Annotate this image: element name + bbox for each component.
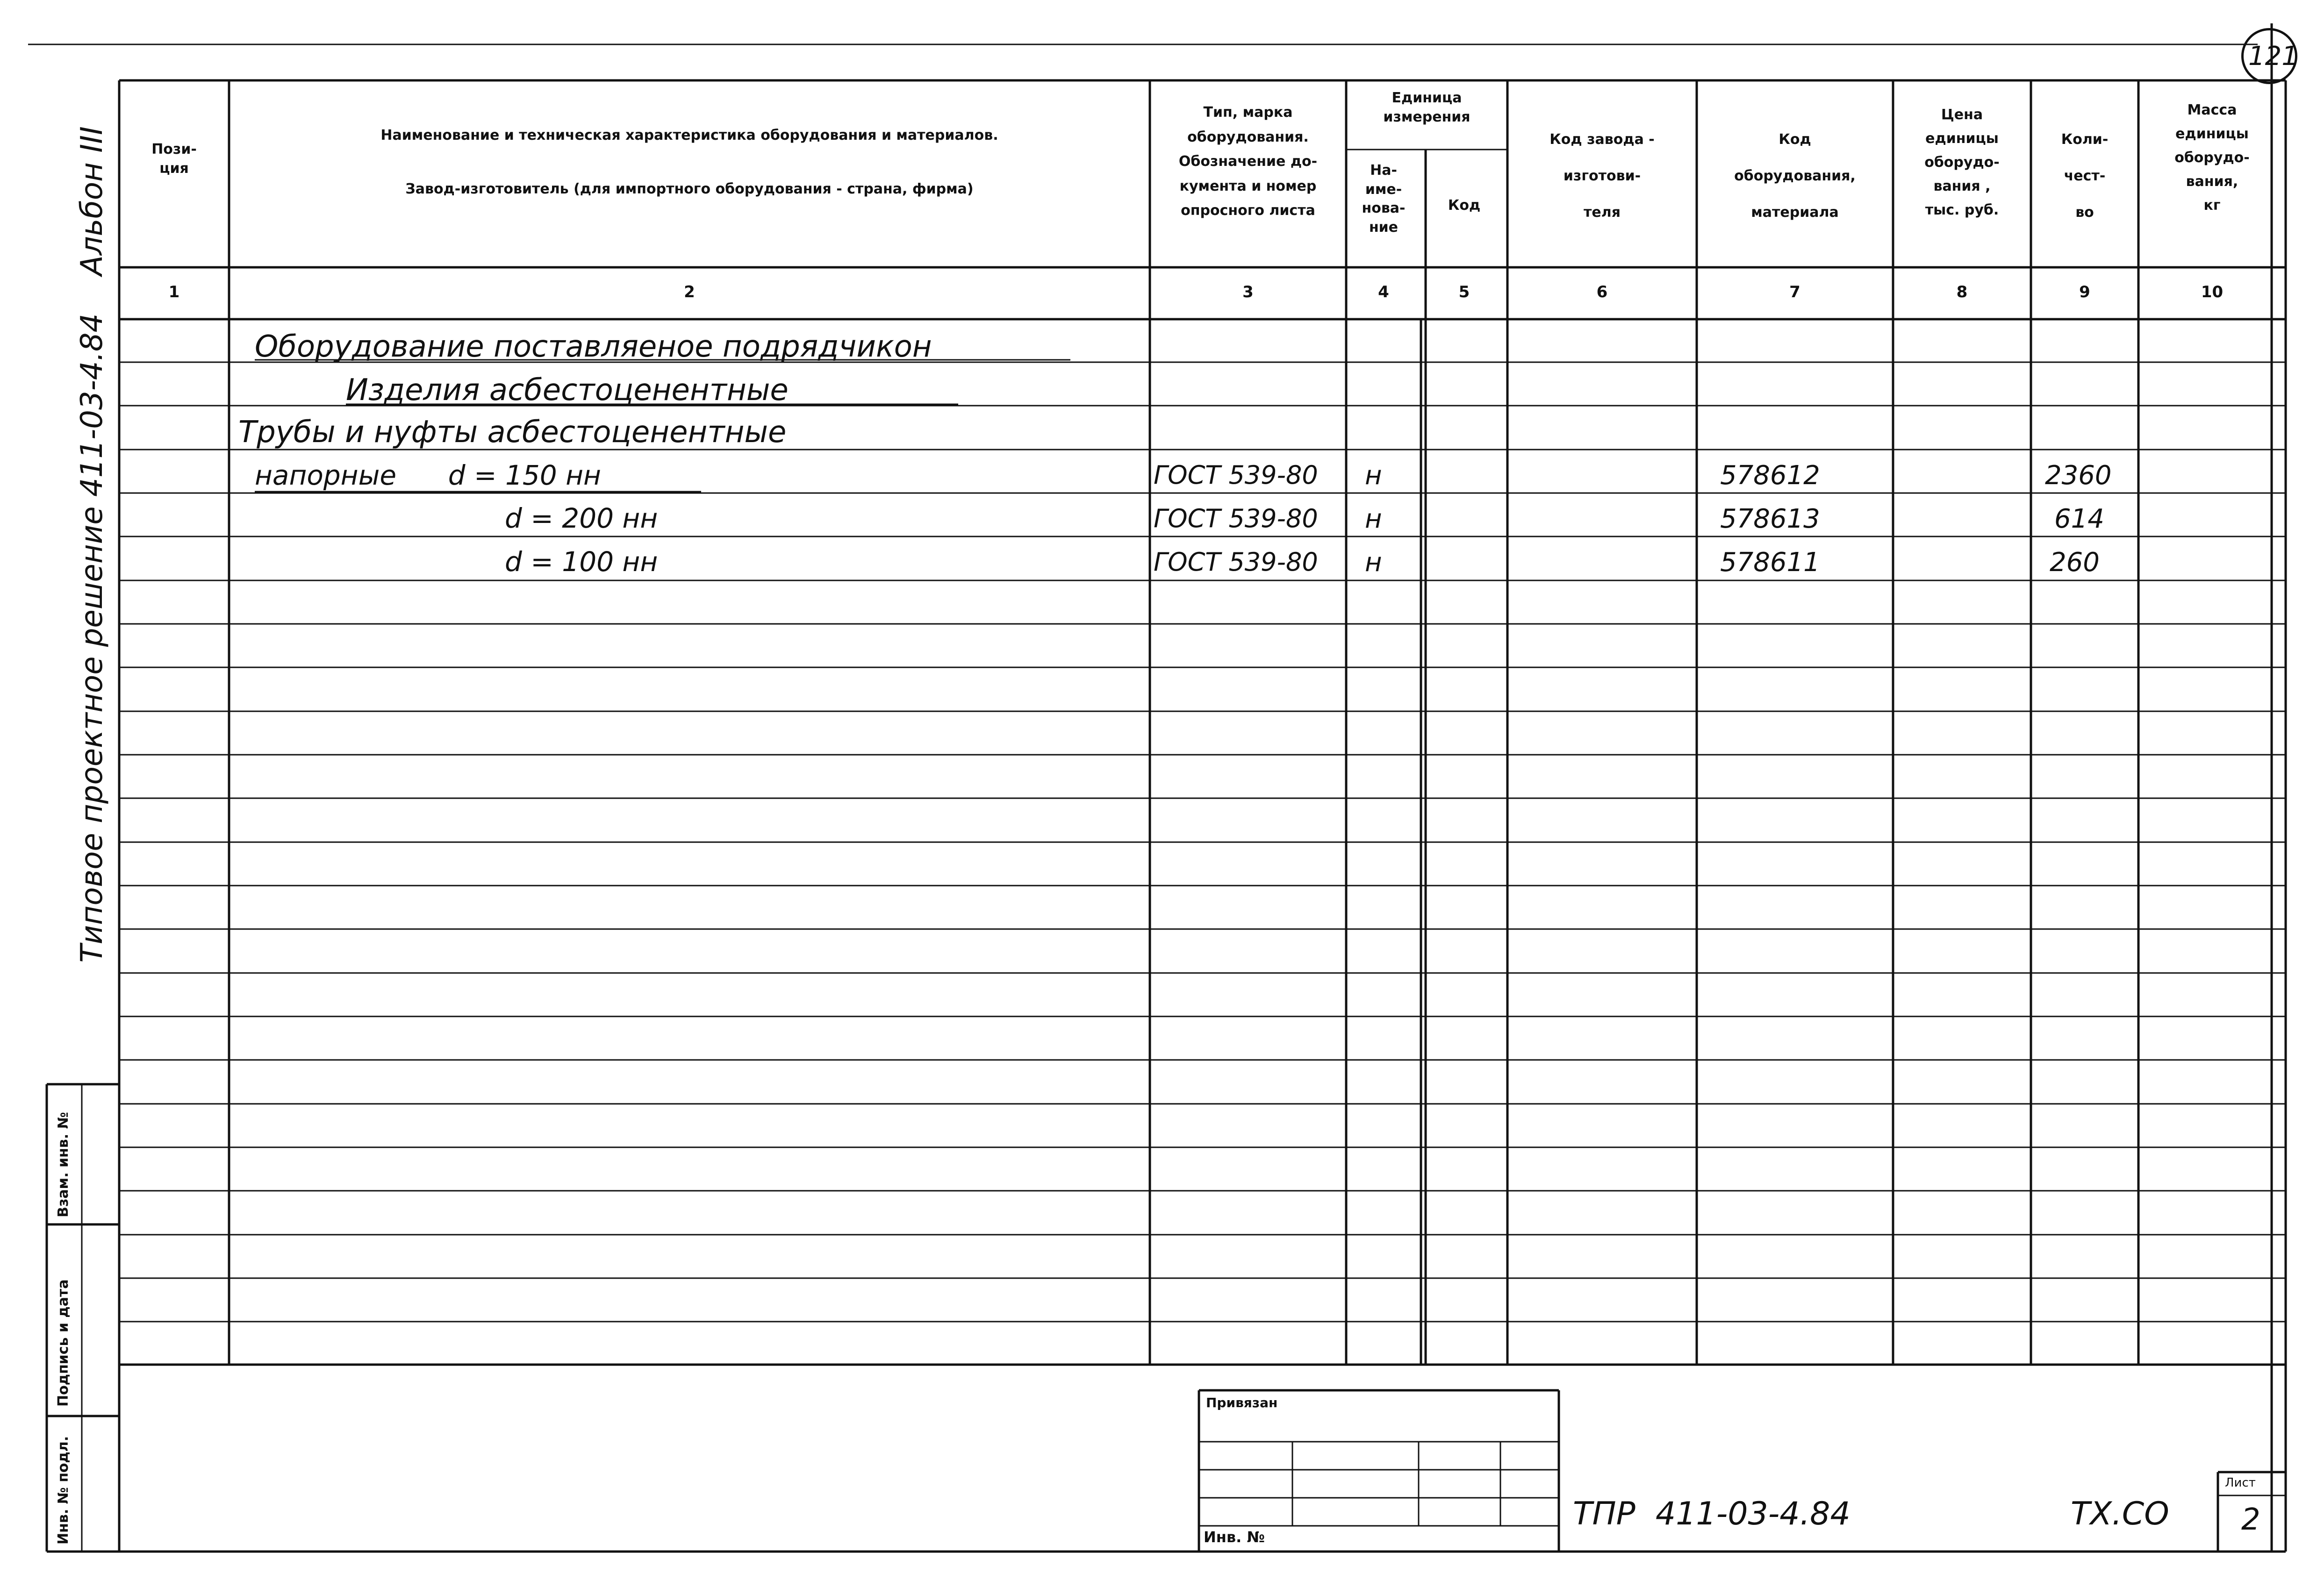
row-qty: 260 [2050,547,2100,578]
col-number-7: 7 [1789,283,1800,301]
row-code: 578611 [1720,547,1820,578]
header-maker-code: Код завода - изготови- теля [1549,131,1655,221]
header-mass: Масса единицы оборудо- вания, кг [2174,102,2250,214]
row-unit: н [1365,547,1382,578]
footer-sheet-number: 2 [2241,1502,2260,1537]
row-doc: ГОСТ 539-80 [1154,460,1318,490]
row-qty: 2360 [2045,460,2112,491]
footer-doc-code: ТПР 411-03-4.84 [1573,1495,1851,1532]
col-number-4: 4 [1378,283,1389,301]
col-number-8: 8 [1956,283,1968,301]
header-position: Пози- ция [151,141,197,177]
col-number-2: 2 [684,283,695,301]
stamp-replace-inv: Взам. инв. № [55,1112,72,1217]
header-unit-code: Код [1448,197,1481,214]
col-number-1: 1 [168,283,180,301]
header-unit-group: Единица измерения [1383,90,1470,125]
header-price: Цена единицы оборудо- вания , тыс. руб. [1924,107,2000,218]
row-unit: н [1365,504,1382,534]
page-number: 121 [2248,41,2298,72]
row-code: 578612 [1720,460,1820,491]
side-solution-title: Типовое проектное решение 411-03-4.84 [75,313,109,963]
header-name-line2: Завод-изготовитель (для импортного оборудования - страна, фирма) [405,181,974,197]
footer-sheet-label: Лист [2225,1476,2256,1490]
row-doc: ГОСТ 539-80 [1154,547,1318,577]
row-heading-equipment: Оборудование поставляеное подрядчикон [255,329,932,364]
row-qty: 614 [2054,504,2104,534]
header-quantity: Коли- чест- во [2061,131,2109,221]
col-number-6: 6 [1596,283,1608,301]
row-heading-pipes: Трубы и нуфты асбестоценентные [238,415,787,450]
row-code: 578613 [1720,504,1820,534]
header-type: Тип, марка оборудования. Обозначение до- кумента и номер опросного листа [1178,104,1318,219]
row-heading-asbestos-products: Изделия асбестоценентные [346,373,789,408]
row-name: d = 200 нн [505,502,658,534]
side-album-title: Альбон III [75,126,109,276]
row-name: d = 100 нн [505,546,658,578]
footer-mark: ТХ.СО [2071,1495,2169,1532]
col-number-9: 9 [2079,283,2090,301]
col-number-10: 10 [2201,283,2224,301]
col-number-3: 3 [1242,283,1254,301]
row-unit: н [1365,460,1382,491]
header-name-line1: Наименование и техническая характеристика оборудования и материалов. [380,127,998,143]
stamp-signature-date: Подпись и дата [55,1279,72,1407]
row-doc: ГОСТ 539-80 [1154,504,1318,533]
row-name: напорные d = 150 нн [255,459,601,491]
stamp-inv-original: Инв. № подл. [55,1436,72,1545]
col-number-5: 5 [1458,283,1470,301]
header-equipment-code: Код оборудования, материала [1734,131,1856,221]
footer-inv-label: Инв. № [1204,1528,1265,1546]
header-unit-name: На- име- нова- ние [1362,162,1406,236]
footer-tied-label: Привязан [1206,1395,1278,1410]
